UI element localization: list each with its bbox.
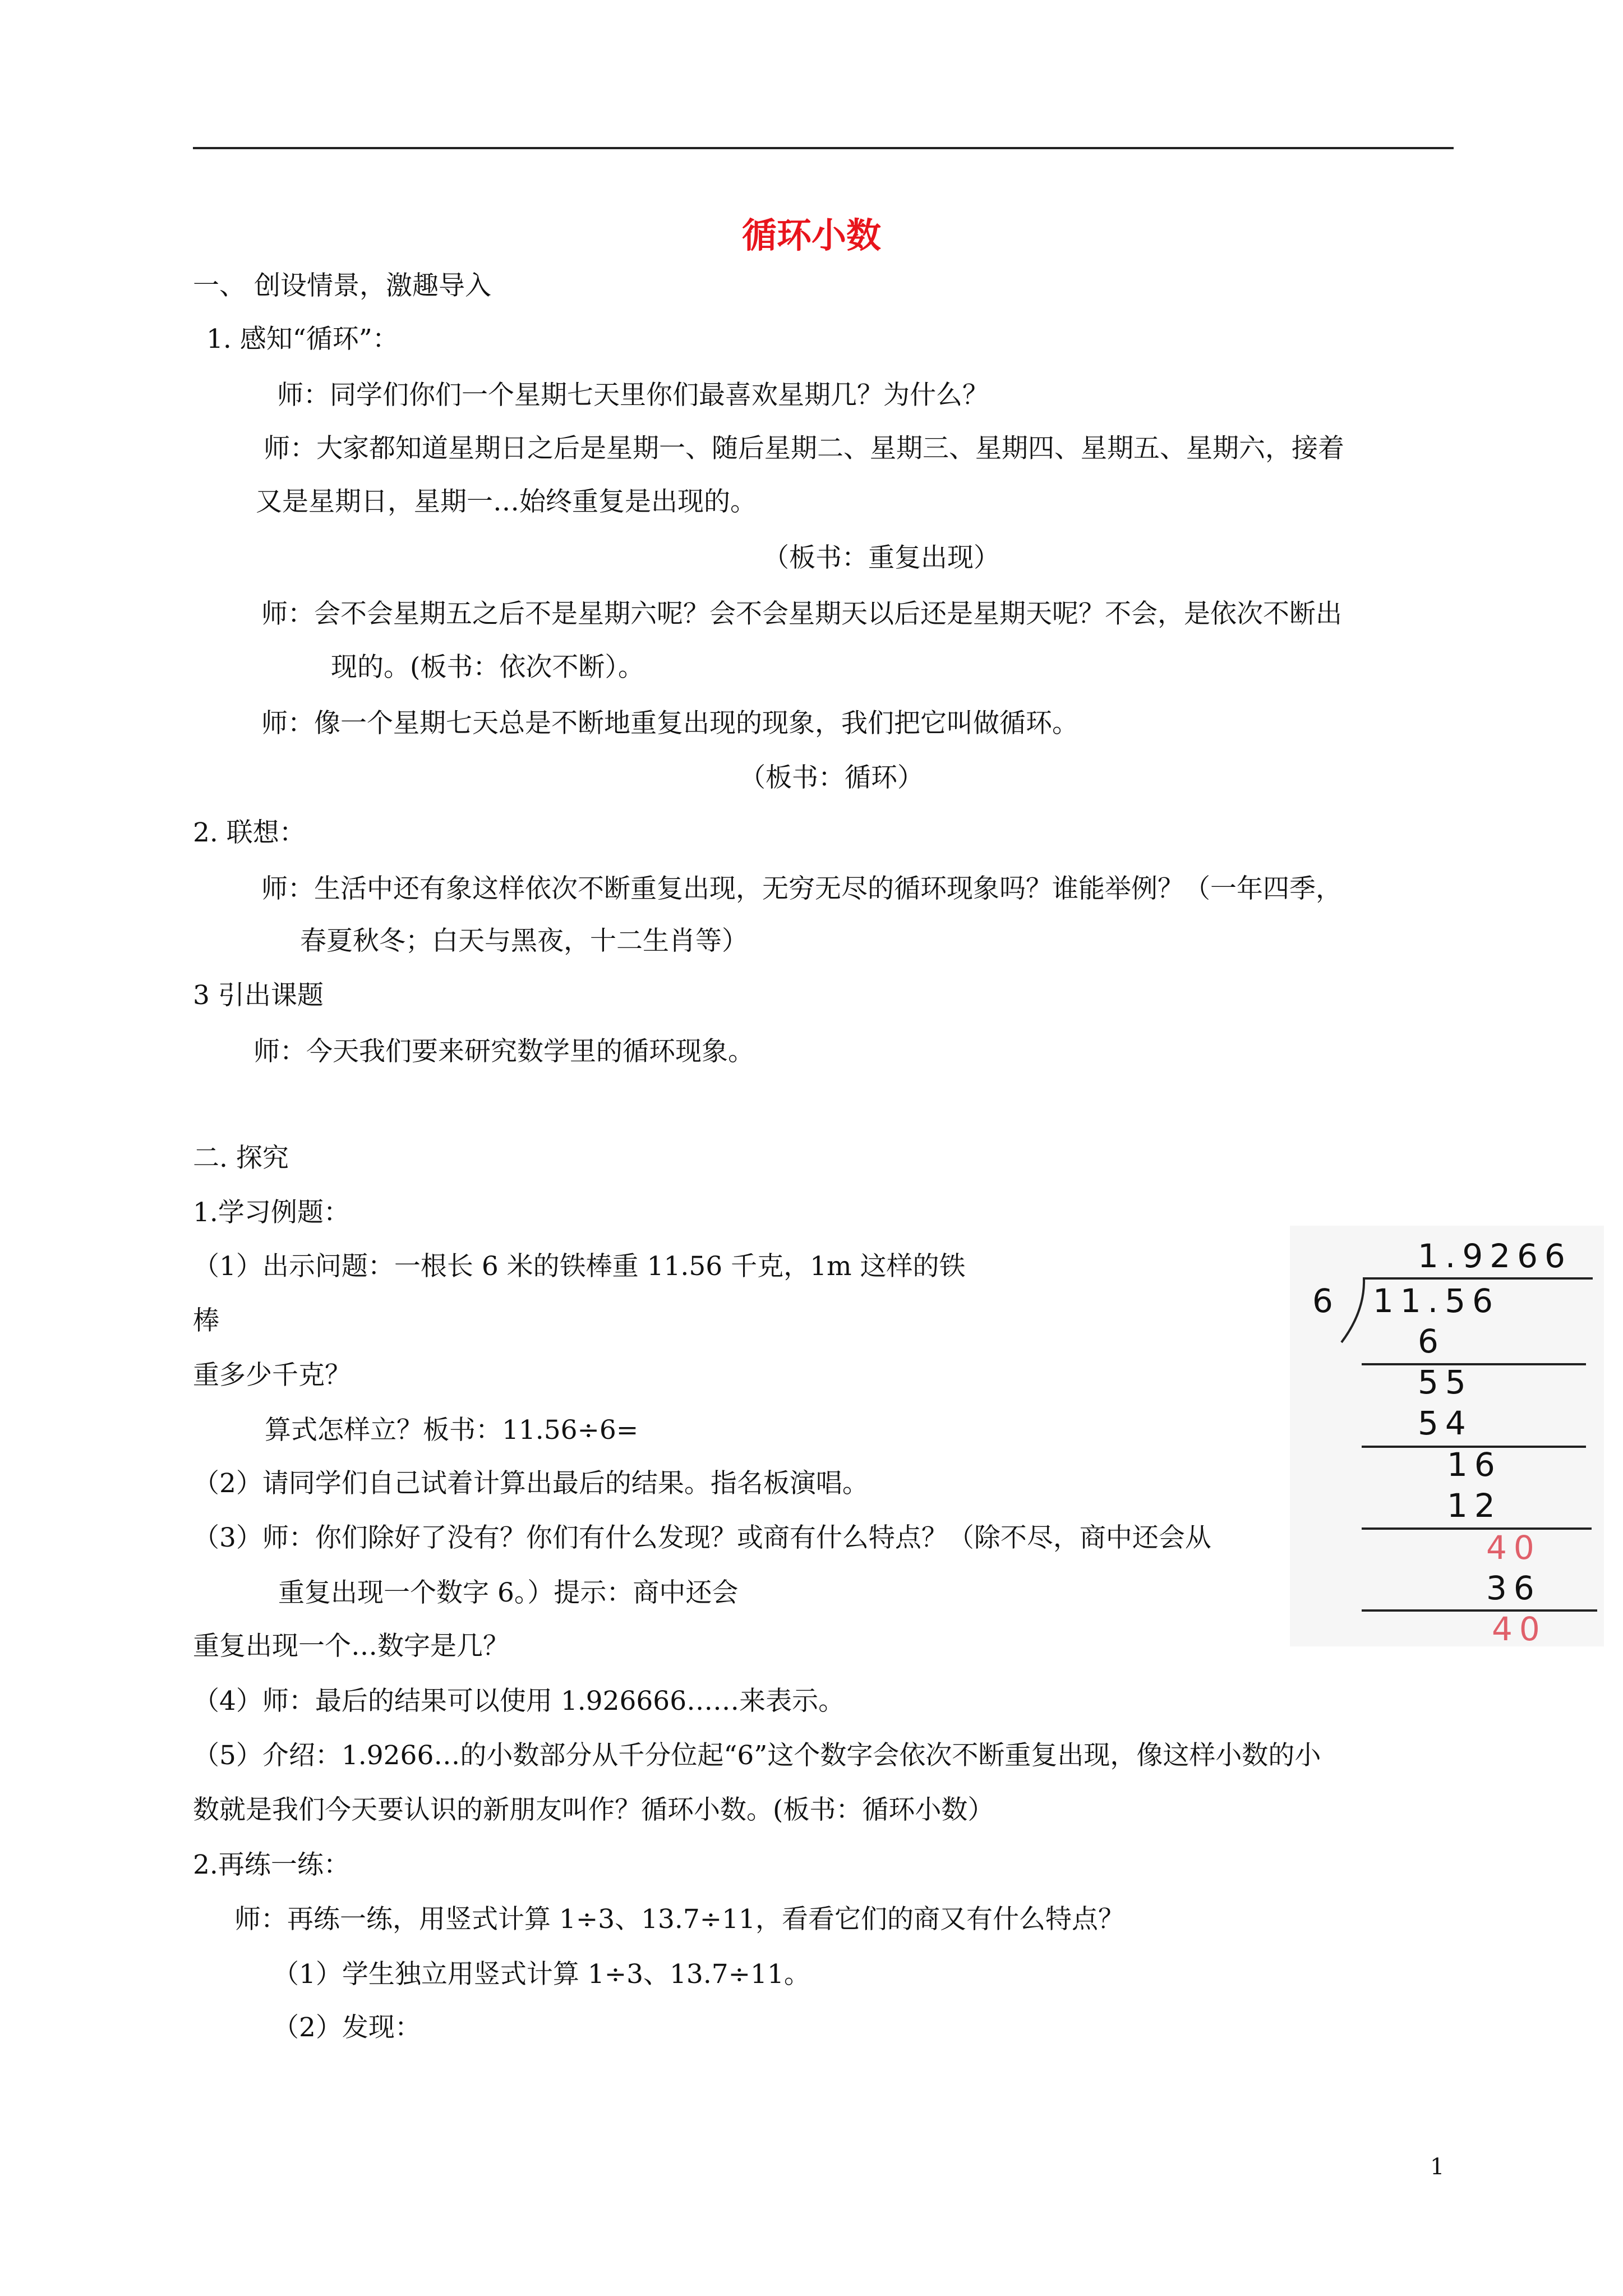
section-heading-2: 二. 探究 (193, 1143, 289, 1174)
division-step: 16 (1447, 1446, 1502, 1484)
division-line (1362, 1609, 1597, 1612)
page-title: 循环小数 (741, 215, 881, 256)
paragraph-line: 重复出现一个数字 6。）提示：商中还会 (278, 1577, 739, 1608)
subheading-perceive: 1. 感知“循环”： (206, 324, 399, 355)
division-bar (1363, 1277, 1593, 1280)
paragraph-line: 重多少千克？ (193, 1360, 351, 1391)
paragraph-line: 数就是我们今天要认识的新朋友叫作？循环小数。(板书：循环小数） (193, 1795, 994, 1825)
paragraph-line: （3）师：你们除好了没有？你们有什么发现？或商有什么特点？（除不尽，商中还会从 (193, 1522, 1211, 1553)
paragraph-line: 师：会不会星期五之后不是星期六呢？会不会星期天以后还是星期天呢？不会，是依次不断出 (261, 599, 1342, 629)
page-number: 1 (1430, 2154, 1445, 2180)
division-step: 55 (1418, 1363, 1473, 1401)
paragraph-line: 算式怎样立？板书：11.56÷6= (265, 1415, 639, 1446)
subheading-example: 1.学习例题： (193, 1197, 350, 1228)
division-step: 36 (1486, 1569, 1541, 1607)
division-remainder: 40 (1492, 1610, 1547, 1648)
board-note: （板书：重复出现） (763, 542, 1000, 573)
division-line (1362, 1527, 1592, 1530)
paragraph-line: 重复出现一个…数字是几？ (193, 1631, 509, 1662)
division-dividend: 11.56 (1373, 1282, 1500, 1320)
subheading-associate: 2. 联想： (193, 817, 306, 848)
paragraph-line: （2）请同学们自己试着计算出最后的结果。指名板演唱。 (193, 1468, 869, 1499)
paragraph-line: 师：今天我们要来研究数学里的循环现象。 (253, 1036, 754, 1067)
division-remainder: 40 (1486, 1529, 1541, 1567)
division-step: 12 (1447, 1487, 1502, 1525)
header-rule (193, 147, 1454, 149)
section-heading-1: 一、 创设情景，激趣导入 (193, 270, 491, 301)
division-bracket (1339, 1277, 1367, 1345)
paragraph-line: 师：生活中还有象这样依次不断重复出现，无穷无尽的循环现象吗？谁能举例？（一年四季， (261, 873, 1342, 904)
long-division-figure (1290, 1226, 1604, 1646)
paragraph-line: 棒 (193, 1305, 219, 1336)
paragraph-line: 师：再练一练，用竖式计算 1÷3、13.7÷11，看看它们的商又有什么特点？ (234, 1904, 1124, 1935)
subheading-practice: 2.再练一练： (193, 1849, 350, 1880)
division-divisor: 6 (1312, 1282, 1340, 1320)
paragraph-line: （1）出示问题：一根长 6 米的铁棒重 11.56 千克，1m 这样的铁 (193, 1251, 966, 1282)
paragraph-line: 春夏秋冬；白天与黑夜，十二生肖等） (300, 926, 748, 956)
paragraph-line: 师：同学们你们一个星期七天里你们最喜欢星期几？为什么？ (277, 380, 989, 411)
division-line (1362, 1363, 1586, 1365)
paragraph-line: 现的。(板书：依次不断）。 (331, 652, 644, 683)
board-note: （板书：循环） (739, 762, 924, 793)
subheading-topic: 3 引出课题 (193, 980, 324, 1011)
paragraph-line: （4）师：最后的结果可以使用 1.926666……来表示。 (193, 1686, 845, 1717)
division-step: 54 (1418, 1404, 1473, 1442)
paragraph-line: 师：像一个星期七天总是不断地重复出现的现象，我们把它叫做循环。 (261, 708, 1078, 739)
paragraph-line: （5）介绍：1.9266…的小数部分从千分位起“6”这个数字会依次不断重复出现，像这样小数的小 (193, 1740, 1321, 1771)
paragraph-line: （2）发现： (273, 2012, 421, 2043)
paragraph-line: 师：大家都知道星期日之后是星期一、随后星期二、星期三、星期四、星期五、星期六，接着 (264, 433, 1344, 464)
division-quotient: 1.9266 (1418, 1237, 1572, 1275)
paragraph-line: （1）学生独立用竖式计算 1÷3、13.7÷11。 (273, 1959, 810, 1990)
division-step: 6 (1418, 1322, 1445, 1360)
paragraph-line: 又是星期日，星期一…始终重复是出现的。 (256, 486, 757, 517)
